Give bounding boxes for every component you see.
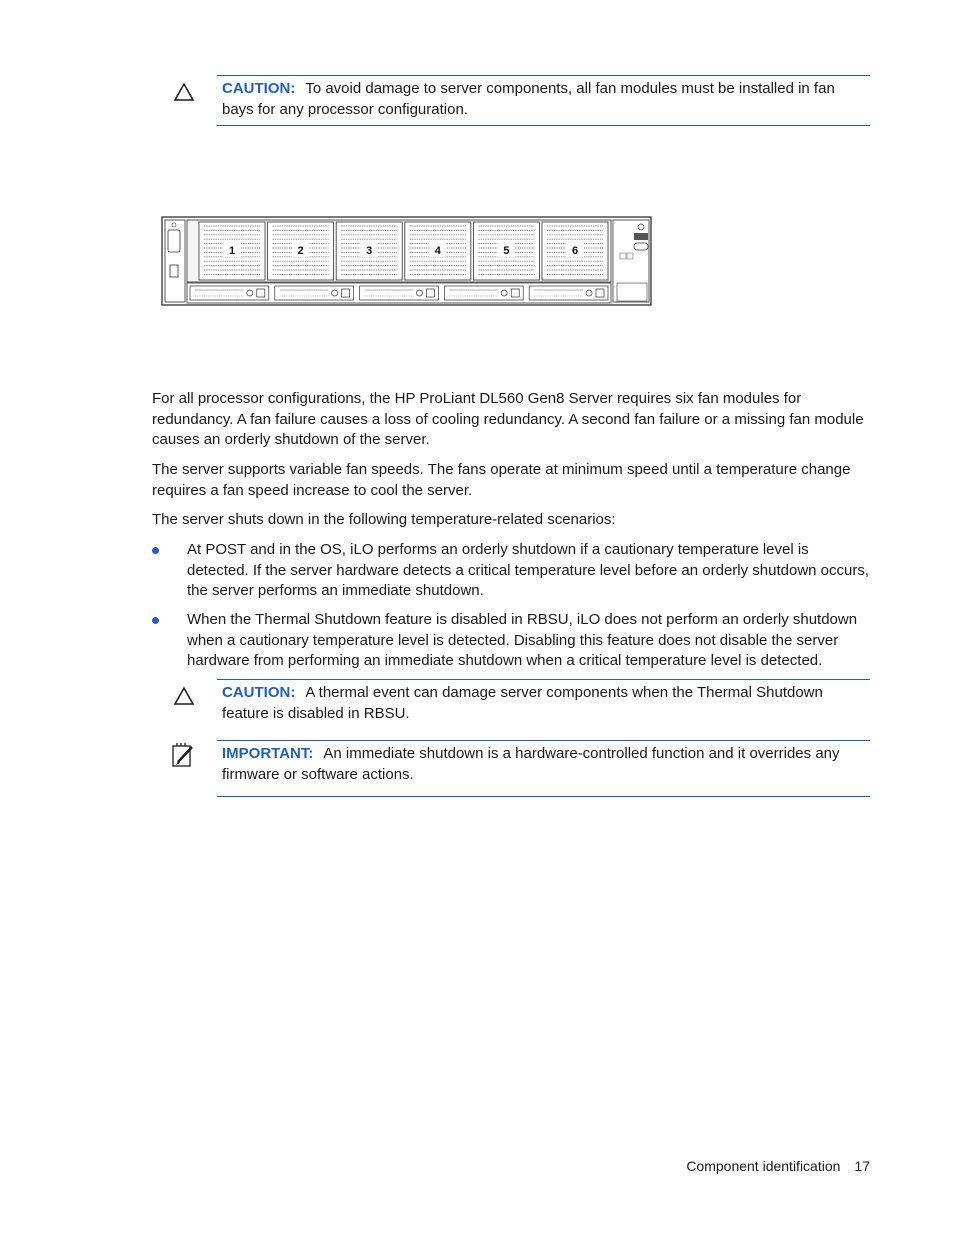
page-number: 17 bbox=[854, 1158, 870, 1174]
page-footer bbox=[686, 1158, 870, 1174]
bullet-dot-icon bbox=[152, 547, 159, 554]
list-item-text: When the Thermal Shutdown feature is disabled in RBSU, iLO does not perform an orderly shutdown when a cautionary temperature level is detected. Disabling this feature does not disable the server hardware from performing an immediate shutdown when a critical temperature level is detected. bbox=[187, 611, 858, 669]
list-item bbox=[152, 610, 872, 672]
important-label: IMPORTANT: bbox=[222, 745, 314, 762]
fan-module-2 bbox=[268, 222, 334, 280]
bullet-dot-icon bbox=[152, 617, 159, 624]
caution-label: CAUTION: bbox=[222, 80, 296, 97]
footer-section-title: Component identification bbox=[686, 1158, 841, 1174]
fan-module-3 bbox=[336, 222, 402, 280]
fan-bay-number: 6 bbox=[571, 245, 579, 257]
drive-bay bbox=[444, 286, 523, 300]
caution-label: CAUTION: bbox=[222, 684, 296, 701]
list-item bbox=[152, 540, 872, 602]
drive-bay bbox=[275, 286, 354, 300]
important-text bbox=[217, 741, 870, 790]
list-item-text: At POST and in the OS, iLO performs an orderly shutdown if a cautionary temperature level is detected. If the server hardware detects a critical temperature level before an orderly shutdown occurs, the server performs an immediate shutdown. bbox=[187, 541, 870, 599]
caution-body: A thermal event can damage server components when the Thermal Shutdown feature is disabled in RBSU. bbox=[222, 684, 823, 722]
caution-body: To avoid damage to server components, all fan modules must be installed in fan bays for any processor configuration. bbox=[222, 80, 835, 118]
caution-notice-bottom bbox=[217, 679, 870, 729]
fan-module-6 bbox=[542, 222, 608, 280]
fan-bay-number: 3 bbox=[366, 245, 373, 257]
caution-notice-top bbox=[217, 75, 870, 126]
fan-module-5 bbox=[473, 222, 539, 280]
notice-bottom-rule bbox=[217, 125, 870, 126]
fan-bay-number: 2 bbox=[297, 245, 304, 257]
caution-icon bbox=[173, 686, 195, 706]
drive-bay bbox=[529, 286, 608, 300]
fan-module-1 bbox=[199, 222, 265, 280]
caution-icon bbox=[173, 82, 195, 102]
important-body: An immediate shutdown is a hardware-controlled function and it overrides any firmware or software actions. bbox=[222, 745, 840, 783]
drive-bay bbox=[360, 286, 439, 300]
important-notice bbox=[217, 740, 870, 797]
fan-bay-number: 1 bbox=[228, 245, 236, 257]
fan-bay-number: 5 bbox=[503, 245, 510, 257]
paragraph-shutdown-scenarios: The server shuts down in the following temperature-related scenarios: bbox=[152, 511, 616, 528]
fan-bay-number: 4 bbox=[434, 245, 441, 257]
paragraph-fan-redundancy: For all processor configurations, the HP ProLiant DL560 Gen8 Server requires six fan modules for redundancy. A fan failure causes a loss of cooling redundancy. A second fan failure or a missing fan module causes an orderly shutdown of the server. bbox=[152, 390, 864, 448]
caution-text bbox=[217, 680, 870, 729]
caution-text bbox=[217, 76, 870, 125]
drive-bay bbox=[190, 286, 269, 300]
important-icon bbox=[171, 742, 195, 768]
fan-module-4 bbox=[405, 222, 471, 280]
notice-bottom-rule bbox=[217, 796, 870, 797]
server-fan-bay-figure bbox=[161, 213, 653, 307]
paragraph-variable-fan-speeds: The server supports variable fan speeds. The fans operate at minimum speed until a temperature change requires a fan speed increase to cool the server. bbox=[152, 461, 851, 499]
